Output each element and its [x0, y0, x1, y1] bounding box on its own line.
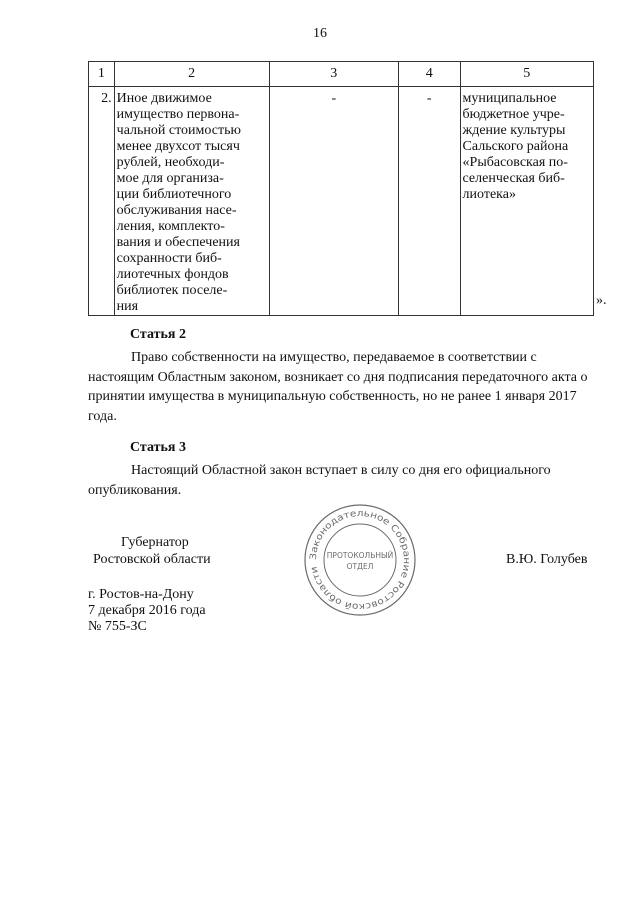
signing-place: г. Ростов-на-Дону — [88, 587, 194, 602]
column-header: 4 — [398, 62, 460, 87]
table-row — [89, 87, 594, 316]
column-4-value: - — [398, 87, 460, 316]
table-header-row — [89, 62, 594, 87]
article-3-title: Статья 3 — [130, 440, 186, 455]
column-header: 5 — [460, 62, 593, 87]
article-3-body: Настоящий Областной закон вступает в силу со дня его официального опубликования. — [88, 463, 551, 498]
law-number: № 755-ЗС — [88, 619, 147, 634]
seal-inner-ring — [324, 524, 396, 596]
signatory-region: Ростовской области — [93, 552, 211, 567]
article-3-text — [88, 461, 598, 500]
closing-quote: ». — [596, 293, 607, 308]
seal-ring-text: Законодательное Собрание Ростовской области — [308, 508, 412, 612]
article-2-title: Статья 2 — [130, 327, 186, 342]
seal-center-line-1: ПРОТОКОЛЬНЫЙ — [326, 551, 394, 560]
signing-date: 7 декабря 2016 года — [88, 603, 206, 618]
recipient-organization: муниципальное бюджетное учре- ждение культуры Сальского района «Рыбасовская по- селенческая биб- лиотека» — [460, 87, 593, 316]
column-3-value: - — [269, 87, 398, 316]
signatory-title: Губернатор — [121, 535, 189, 550]
page-number: 16 — [313, 26, 327, 41]
article-2-body: Право собственности на имущество, передаваемое в соответствии с настоящим Областным законом, возникает со дня подписания передаточного акта о принятии имущества в муниципальную собственность, но не ранее 1 января 2017 года. — [88, 350, 588, 424]
row-number: 2. — [89, 87, 115, 316]
seal-outer-ring — [305, 505, 415, 615]
column-header: 2 — [114, 62, 269, 87]
official-seal-stamp — [303, 503, 417, 617]
seal-center-line-2: ОТДЕЛ — [346, 562, 374, 571]
property-description: Иное движимое имущество первона- чальной стоимостью менее двухсот тысяч рублей, необходи- мое для организа- ции библиотечного обслуживания насе- ления, комплекто- вания и обеспечения сохранности биб- лиотечных фондов библиотек поселе- ния — [114, 87, 269, 316]
signatory-name: В.Ю. Голубев — [506, 552, 588, 567]
article-2-text — [88, 348, 598, 426]
property-table — [88, 61, 594, 316]
column-header: 3 — [269, 62, 398, 87]
column-header: 1 — [89, 62, 115, 87]
